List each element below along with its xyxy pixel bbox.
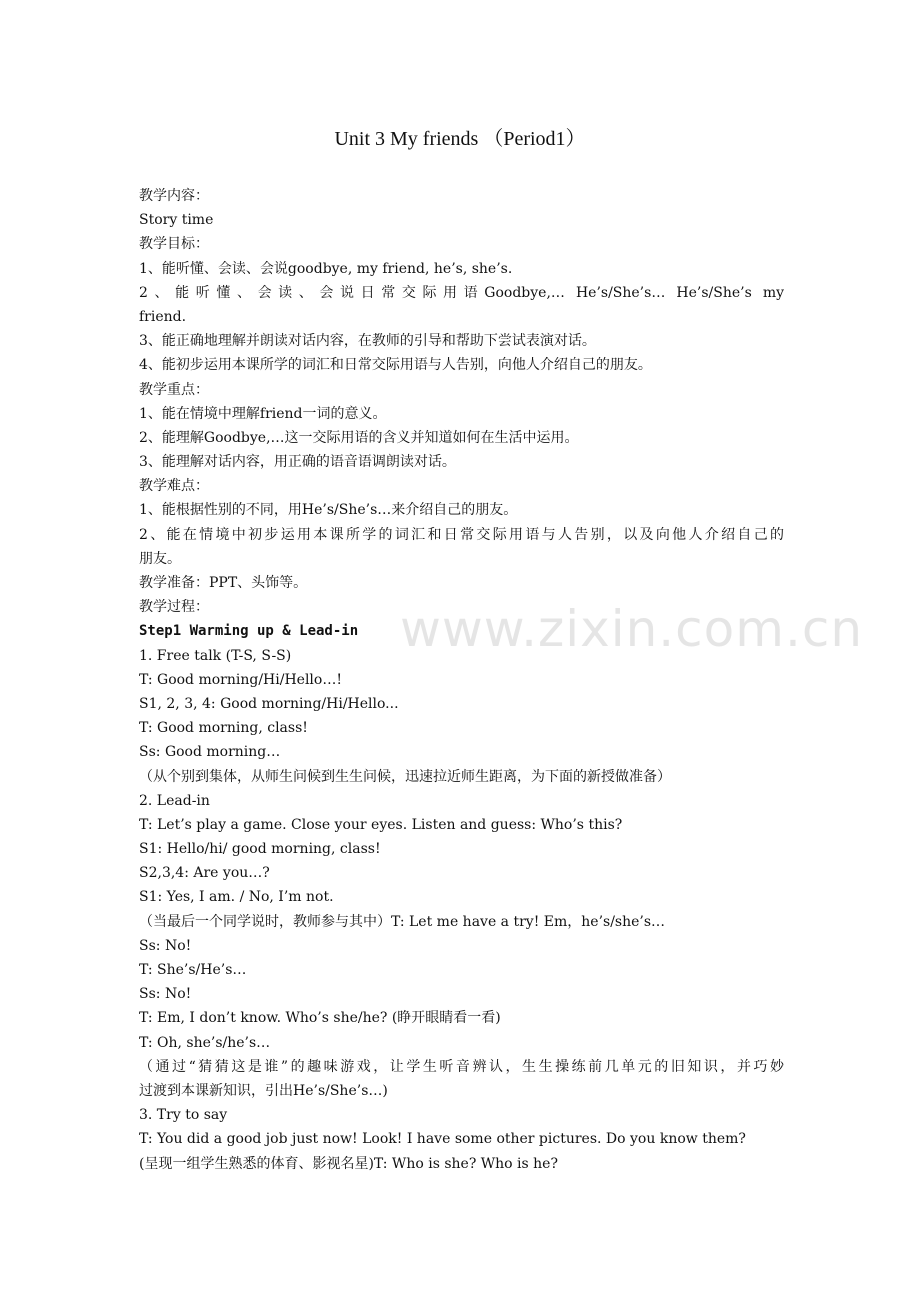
- text-line: 1、能在情境中理解friend一词的意义。: [139, 405, 387, 422]
- text-line: 2、能在情境中初步运用本课所学的词汇和日常交际用语与人告别，以及向他人介绍自己的: [139, 526, 784, 543]
- text-line: 4、能初步运用本课所学的词汇和日常交际用语与人告别，向他人介绍自己的朋友。: [139, 357, 652, 374]
- text-line: 3、能正确地理解并朗读对话内容，在教师的引导和帮助下尝试表演对话。: [139, 333, 596, 350]
- note-line: （从个别到集体，从师生问候到生生问候，迅速拉近师生距离，为下面的新授做准备）: [139, 768, 671, 785]
- section-heading: 教学重点：: [139, 381, 209, 398]
- dialogue-line: Ss: No!: [139, 937, 192, 954]
- dialogue-line: T: Let’s play a game. Close your eyes. Listen and guess: Who’s this?: [139, 816, 623, 833]
- page-title: Unit 3 My friends （Period1）: [334, 128, 586, 150]
- dialogue-line: T: Good morning/Hi/Hello…!: [139, 671, 342, 688]
- section-heading: 教学难点：: [139, 478, 209, 495]
- dialogue-line: (呈现一组学生熟悉的体育、影视名星)T: Who is she? Who is he?: [139, 1155, 558, 1172]
- dialogue-line: T: Em, I don’t know. Who’s she/he? (睁开眼睛看一看): [139, 1010, 501, 1027]
- dialogue-line: T: She’s/He’s…: [139, 962, 247, 978]
- dialogue-line: T: Oh, she’s/he’s…: [139, 1034, 271, 1051]
- watermark: www.zixin.com.cn: [400, 600, 864, 658]
- dialogue-line: S1: Hello/hi/ good morning, class!: [139, 841, 381, 858]
- dialogue-line: S1, 2, 3, 4: Good morning/Hi/Hello...: [139, 695, 399, 712]
- text-line: 3、能理解对话内容，用正确的语音语调朗读对话。: [139, 454, 456, 471]
- section-heading: 教学内容：: [139, 188, 209, 204]
- text-line: 3. Try to say: [139, 1107, 228, 1124]
- text-line: 朋友。: [139, 550, 181, 567]
- section-heading: 教学目标：: [139, 236, 209, 253]
- text-line: 2、能理解Goodbye,…这一交际用语的含义并知道如何在生活中运用。: [139, 429, 579, 446]
- text-line: friend.: [139, 308, 187, 325]
- dialogue-line: S1: Yes, I am. / No, I’m not.: [139, 889, 334, 906]
- dialogue-line: S2,3,4: Are you…?: [139, 865, 270, 882]
- dialogue-line: Ss: No!: [139, 986, 192, 1003]
- section-heading: 教学过程：: [139, 599, 209, 616]
- step-heading: Step1 Warming up & Lead-in: [139, 623, 359, 640]
- text-line: 教学准备：PPT、头饰等。: [139, 575, 308, 591]
- text-line: 2. Lead-in: [139, 792, 210, 809]
- text-line: 1、能听懂、会读、会说goodbye, my friend, he’s, she’s.: [139, 260, 513, 277]
- text-line: 1、能根据性别的不同，用He’s/She’s…来介绍自己的朋友。: [139, 502, 518, 519]
- note-line: 过渡到本课新知识，引出He’s/She’s…): [139, 1082, 388, 1099]
- dialogue-line: （当最后一个同学说时，教师参与其中）T: Let me have a try! Em，he’s/she’s…: [139, 913, 666, 930]
- dialogue-line: T: Good morning, class!: [139, 720, 308, 737]
- text-line: Story time: [139, 212, 214, 229]
- dialogue-line: T: You did a good job just now! Look! I have some other pictures. Do you know them?: [139, 1131, 746, 1148]
- dialogue-line: Ss: Good morning…: [139, 744, 281, 761]
- text-line: 1. Free talk (T-S, S-S): [139, 647, 292, 664]
- document-body: [139, 184, 784, 1176]
- text-line: 2、能听懂、会读、会说日常交际用语Goodbye,… He’s/She’s… He’s/She’s my: [139, 284, 784, 301]
- note-line: （通过“猜猜这是谁”的趣味游戏，让学生听音辨认，生生操练前几单元的旧知识，并巧妙: [139, 1058, 784, 1075]
